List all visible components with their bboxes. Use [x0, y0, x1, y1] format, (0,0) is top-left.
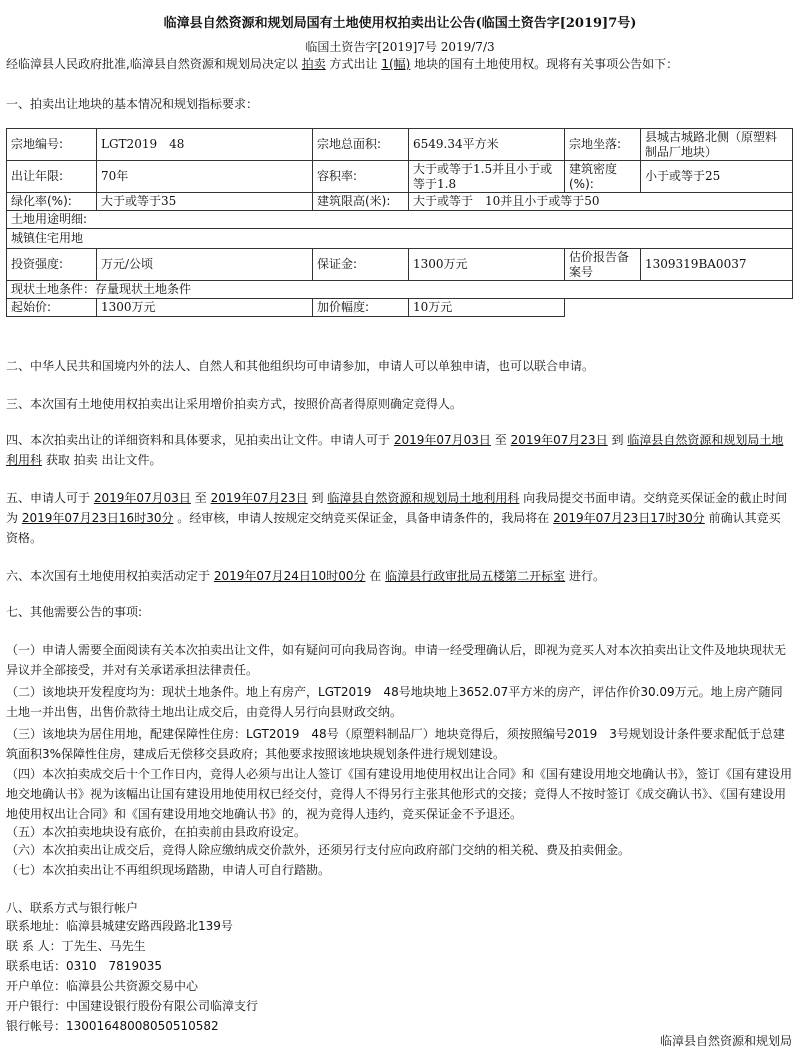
- s4-start-date: 2019年07月03日: [393, 433, 491, 447]
- s6-text: 六、本次国有土地使用权拍卖活动定于: [6, 569, 211, 583]
- intro-method: 拍卖: [301, 57, 326, 71]
- table-row: [7, 281, 793, 299]
- section-7-item: （四）本次拍卖成交后十个工作日内，竞得人必须与出让人签订《国有建设用地使用权出让合同》和《国有建设用地交地确认书》，签订《国有建设用地交地确认书》视为该幅出让国有建设用地使用权已经交付，竞得人不得另行主张其他形式的交接；竞得人不按时签订《成交确认书》、《国有建设用地使用权出让合同》和《国有建设用地交地确认书》的，视为竞得人违约，竞买保证金不予退还。: [6, 767, 793, 821]
- s6-place: 临漳县行政审批局五楼第二开标室: [385, 569, 566, 583]
- s4-text: 到: [611, 433, 624, 447]
- table-cell: 小于或等于25: [641, 161, 793, 193]
- table-cell: 城镇住宅用地: [7, 229, 793, 249]
- table-row: [7, 299, 793, 317]
- table-cell: 宗地坐落:: [565, 129, 641, 161]
- section-7-item: （一）申请人需要全面阅读有关本次拍卖出让文件，如有疑问可向我局咨询。申请一经受理确认后，即视为竞买人对本次拍卖出让文件及地块现状无异议并全部接受，并对有关承诺承担法律责任。: [6, 643, 787, 677]
- s6-text: 进行。: [568, 569, 605, 583]
- s5-place: 临漳县自然资源和规划局土地利用科: [327, 491, 520, 505]
- table-row: [7, 249, 793, 281]
- table-cell: 万元/公顷: [97, 249, 313, 281]
- section-7-heading: 七、其他需要公告的事项:: [6, 605, 143, 619]
- table-cell: 大于或等于35: [97, 193, 313, 211]
- table-cell: 起始价:: [7, 299, 97, 317]
- section-3: 三、本次国有土地使用权拍卖出让采用增价拍卖方式，按照价高者得原则确定竞得人。: [6, 397, 463, 411]
- s4-text: 至: [494, 433, 507, 447]
- contact-address: 联系地址：临漳县城建安路西段路北139号: [6, 919, 233, 933]
- section-7-item: （六）本次拍卖出让成交后，竞得人除应缴纳成交价款外，还须另行支付应向政府部门交纳的相关税、费及拍卖佣金。: [6, 843, 631, 857]
- section-4: [6, 430, 792, 470]
- s5-text: 至: [194, 491, 207, 505]
- table-row: [7, 211, 793, 229]
- table-row: [7, 129, 793, 161]
- section-7-item: （二）该地块开发程度均为：现状土地条件。地上有房产，LGT2019 48号地块地上3652.07平方米的房产，评估作价30.09万元。地上房产随同土地一并出售，出售价款待土地出让成交后，由竞得人另行向县财政交纳。: [6, 685, 783, 719]
- table-cell: 加价幅度:: [313, 299, 409, 317]
- intro-count: 1(幅): [381, 57, 411, 71]
- section-2: 二、中华人民共和国境内外的法人、自然人和其他组织均可申请参加，申请人可以单独申请，也可以联合申请。: [6, 359, 595, 373]
- table-cell: 宗地总面积:: [313, 129, 409, 161]
- s5-end-date: 2019年07月23日: [210, 491, 308, 505]
- s5-start-date: 2019年07月03日: [93, 491, 191, 505]
- section-7-item: （五）本次拍卖地块设有底价，在拍卖前由县政府设定。: [6, 825, 307, 839]
- s5-text: 。经审核，申请人按规定交纳竞买保证金，具备申请条件的，我局将在: [177, 511, 550, 525]
- table-row: [7, 193, 793, 211]
- s6-text: 在: [369, 569, 382, 583]
- table-cell-empty: [565, 299, 793, 317]
- account-bank: 开户银行：中国建设银行股份有限公司临漳支行: [6, 999, 259, 1013]
- table-cell: 建筑限高(米):: [313, 193, 409, 211]
- section-7-item: （七）本次拍卖出让不再组织现场踏勘，申请人可自行踏勘。: [6, 863, 331, 877]
- land-info-table: [6, 128, 793, 317]
- s4-end-date: 2019年07月23日: [510, 433, 608, 447]
- section-1-heading: 一、拍卖出让地块的基本情况和规划指标要求：: [6, 97, 259, 111]
- table-cell: 容积率:: [313, 161, 409, 193]
- table-row: [7, 229, 793, 249]
- table-cell: 1300万元: [409, 249, 565, 281]
- table-cell: 大于或等于 10并且小于或等于50: [409, 193, 793, 211]
- s4-text: 四、本次拍卖出让的详细资料和具体要求，见拍卖出让文件。申请人可于: [6, 433, 391, 447]
- intro-mid: 方式出让: [329, 57, 378, 71]
- section-5: [6, 488, 792, 548]
- s4-text: 获取 拍卖 出让文件。: [45, 453, 162, 467]
- table-cell: 保证金:: [313, 249, 409, 281]
- table-cell: LGT2019 48: [97, 129, 313, 161]
- account-unit: 开户单位：临漳县公共资源交易中心: [6, 979, 199, 993]
- document-number: 临国土资告字[2019]7号 2019/7/3: [305, 40, 495, 54]
- table-cell: 大于或等于1.5并且小于或等于1.8: [409, 161, 565, 193]
- s5-deposit-deadline: 2019年07月23日16时30分: [21, 511, 174, 525]
- table-cell: 土地用途明细:: [7, 211, 793, 229]
- table-row: [7, 161, 793, 193]
- table-cell: 县城古城路北侧（原塑料制品厂地块）: [641, 129, 793, 161]
- s5-text: 前确认其竞买资格。: [6, 511, 781, 545]
- table-cell: 1309319BA0037: [641, 249, 793, 281]
- contact-person: 联 系 人：丁先生、马先生: [6, 939, 146, 953]
- table-cell: 现状土地条件：存量现状土地条件: [7, 281, 793, 299]
- s5-text: 五、申请人可于: [6, 491, 91, 505]
- intro-post: 地块的国有土地使用权。现将有关事项公告如下：: [414, 57, 679, 71]
- intro-line: [6, 54, 794, 74]
- page-title: 临漳县自然资源和规划局国有土地使用权拍卖出让公告(临国土资告字[2019]7号): [163, 16, 637, 31]
- table-cell: 绿化率(%):: [7, 193, 97, 211]
- s4-place: 临漳县自然资源和规划局土地利用科: [6, 433, 784, 467]
- account-number: 银行帐号：13001648008050510582: [6, 1019, 219, 1033]
- table-cell: 宗地编号:: [7, 129, 97, 161]
- intro-pre: 经临漳县人民政府批准,临漳县自然资源和规划局决定以: [6, 57, 298, 71]
- s5-text: 向我局提交书面申请。交纳竞买保证金的截止时间为: [6, 491, 788, 525]
- table-cell: 6549.34平方米: [409, 129, 565, 161]
- table-cell: 出让年限:: [7, 161, 97, 193]
- table-cell: 估价报告备案号: [565, 249, 641, 281]
- section-8-heading: 八、联系方式与银行帐户: [6, 901, 139, 915]
- table-cell: 70年: [97, 161, 313, 193]
- table-cell: 投资强度:: [7, 249, 97, 281]
- section-6: [6, 566, 794, 586]
- contact-phone: 联系电话：0310 7819035: [6, 959, 162, 973]
- s6-auction-time: 2019年07月24日10时00分: [213, 569, 366, 583]
- s5-confirm-deadline: 2019年07月23日17时30分: [553, 511, 705, 525]
- table-cell: 1300万元: [97, 299, 313, 317]
- s5-text: 到: [311, 491, 324, 505]
- table-cell: 建筑密度(%):: [565, 161, 641, 193]
- table-cell: 10万元: [409, 299, 565, 317]
- section-7-item: （三）该地块为居住用地，配建保障性住房：LGT2019 48号（原塑料制品厂）地块竞得后，须按照编号2019 3号规划设计条件要求配低于总建筑面积3%保障性住房，建成后无偿移交县政府；其他要求按照该地块规划条件进行规划建设。: [6, 727, 785, 761]
- issuer-signature: 临漳县自然资源和规划局: [659, 1034, 792, 1048]
